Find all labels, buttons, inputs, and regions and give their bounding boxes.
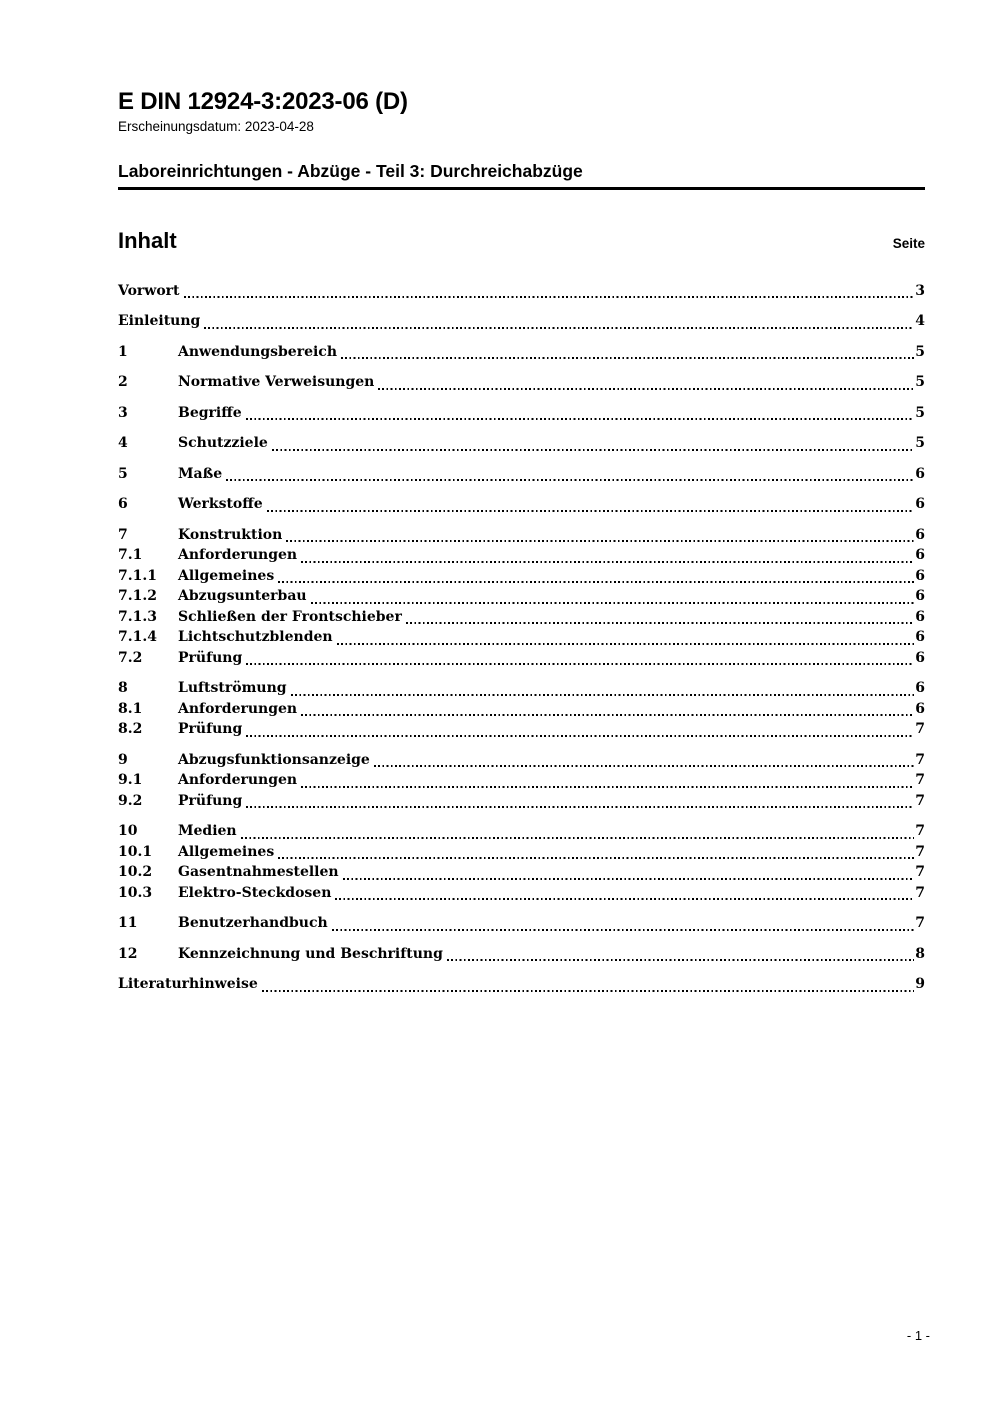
toc-leader-dots	[278, 857, 914, 859]
toc-entry-label: Vorwort	[118, 282, 180, 299]
toc-entry-number: 5	[118, 465, 128, 482]
toc-entry	[118, 433, 925, 454]
toc-entry-label: Abzugsunterbau	[178, 588, 307, 605]
toc-entry	[118, 311, 925, 332]
toc-leader-dots	[332, 929, 915, 931]
toc-entry-label: Kennzeichnung und Beschriftung	[178, 945, 443, 962]
toc-entry-label: Maße	[178, 465, 223, 482]
toc-list	[118, 281, 925, 995]
toc-entry-label: Konstruktion	[178, 526, 283, 543]
toc-entry	[118, 862, 925, 883]
toc-entry-number: 9.2	[118, 792, 143, 809]
toc-leader-dots	[447, 959, 914, 961]
toc-entry-page-number: 7	[915, 843, 925, 860]
toc-entry-label: Anforderungen	[178, 700, 298, 717]
toc-header	[118, 228, 925, 254]
toc-entry-label: Normative Verweisungen	[178, 374, 375, 391]
toc-leader-dots	[246, 735, 914, 737]
toc-entry	[118, 281, 925, 302]
toc-entry-page-number: 7	[915, 772, 925, 789]
toc-entry-page-number: 6	[915, 588, 925, 605]
toc-entry-number: 10	[118, 823, 138, 840]
toc-leader-dots	[262, 990, 915, 992]
toc-leader-dots	[267, 510, 915, 512]
toc-entry-label: Lichtschutzblenden	[178, 629, 333, 646]
toc-entry-number: 10.2	[118, 864, 153, 881]
toc-entry-page-number: 6	[915, 680, 925, 697]
toc-entry-page-number: 7	[915, 864, 925, 881]
toc-leader-dots	[241, 837, 915, 839]
toc-entry-page-number: 9	[915, 976, 925, 993]
toc-entry-page-number: 6	[915, 526, 925, 543]
toc-entry-page-number: 6	[915, 496, 925, 513]
toc-entry	[118, 974, 925, 995]
toc-leader-dots	[246, 663, 914, 665]
toc-entry	[118, 607, 925, 628]
toc-leader-dots	[246, 418, 915, 420]
toc-entry-label: Benutzerhandbuch	[178, 915, 328, 932]
toc-leader-dots	[301, 714, 914, 716]
toc-entry-label: Luftströmung	[178, 680, 287, 697]
toc-entry	[118, 494, 925, 515]
toc-entry-label: Schließen der Frontschieber	[178, 608, 402, 625]
toc-entry	[118, 372, 925, 393]
toc-entry-number: 7.1.2	[118, 588, 157, 605]
toc-entry	[118, 842, 925, 863]
toc-entry	[118, 525, 925, 546]
toc-entry-page-number: 5	[915, 343, 925, 360]
toc-entry	[118, 648, 925, 669]
toc-leader-dots	[246, 806, 914, 808]
toc-entry-page-number: 5	[915, 404, 925, 421]
toc-entry-page-number: 5	[915, 374, 925, 391]
toc-leader-dots	[204, 327, 914, 329]
toc-entry-label: Abzugsfunktionsanzeige	[178, 751, 370, 768]
toc-leader-dots	[337, 643, 915, 645]
toc-entry-page-number: 7	[915, 751, 925, 768]
toc-entry-number: 8	[118, 680, 128, 697]
toc-entry-label: Prüfung	[178, 649, 243, 666]
toc-leader-dots	[406, 622, 914, 624]
publication-date-line: Erscheinungsdatum: 2023-04-28	[118, 118, 314, 134]
toc-entry-page-number: 4	[915, 313, 925, 330]
toc-leader-dots	[343, 878, 915, 880]
toc-entry-label: Elektro-Steckdosen	[178, 884, 332, 901]
toc-entry-number: 7.1.3	[118, 608, 157, 625]
toc-entry	[118, 791, 925, 812]
toc-entry-page-number: 6	[915, 649, 925, 666]
toc-entry-label: Begriffe	[178, 404, 242, 421]
toc-entry-page-number: 3	[915, 282, 925, 299]
toc-entry-page-number: 8	[915, 945, 925, 962]
toc-entry-number: 7.2	[118, 649, 143, 666]
toc-entry-label: Schutzziele	[178, 435, 268, 452]
toc-heading: Inhalt	[118, 227, 177, 253]
toc-entry	[118, 770, 925, 791]
toc-entry-label: Allgemeines	[178, 567, 275, 584]
toc-leader-dots	[226, 479, 914, 481]
toc-entry-page-number: 7	[915, 915, 925, 932]
toc-entry-number: 10.1	[118, 843, 153, 860]
toc-entry-page-number: 6	[915, 608, 925, 625]
toc-entry-page-number: 6	[915, 567, 925, 584]
toc-entry-number: 1	[118, 343, 128, 360]
toc-entry-label: Allgemeines	[178, 843, 275, 860]
toc-leader-dots	[311, 602, 915, 604]
toc-entry	[118, 719, 925, 740]
toc-entry-number: 8.2	[118, 721, 143, 738]
toc-entry-label: Prüfung	[178, 721, 243, 738]
toc-entry	[118, 403, 925, 424]
toc-leader-dots	[184, 296, 915, 298]
toc-entry-page-number: 6	[915, 700, 925, 717]
toc-entry-page-number: 7	[915, 823, 925, 840]
toc-entry-page-number: 6	[915, 465, 925, 482]
page-content	[118, 0, 925, 995]
page-column-label: Seite	[892, 235, 925, 251]
toc-entry-number: 4	[118, 435, 128, 452]
toc-entry	[118, 750, 925, 771]
toc-leader-dots	[341, 357, 914, 359]
toc-entry-number: 6	[118, 496, 128, 513]
toc-entry-number: 10.3	[118, 884, 153, 901]
toc-entry-number: 12	[118, 945, 138, 962]
toc-entry	[118, 821, 925, 842]
toc-entry-label: Einleitung	[118, 313, 201, 330]
toc-leader-dots	[286, 540, 914, 542]
toc-entry-page-number: 6	[915, 629, 925, 646]
toc-entry-page-number: 5	[915, 435, 925, 452]
toc-entry-number: 3	[118, 404, 128, 421]
document-title: Laboreinrichtungen - Abzüge - Teil 3: Durchreichabzüge	[118, 161, 925, 190]
toc-entry	[118, 944, 925, 965]
toc-entry-number: 7.1.1	[118, 567, 157, 584]
toc-entry-number: 7	[118, 526, 128, 543]
toc-entry-number: 9.1	[118, 772, 143, 789]
toc-entry	[118, 627, 925, 648]
toc-leader-dots	[301, 786, 914, 788]
toc-entry-label: Medien	[178, 823, 237, 840]
toc-entry-label: Gasentnahmestellen	[178, 864, 339, 881]
standard-code-title: E DIN 12924-3:2023-06 (D)	[118, 88, 408, 115]
toc-entry-page-number: 7	[915, 792, 925, 809]
toc-entry-number: 9	[118, 751, 128, 768]
toc-entry-label: Anwendungsbereich	[178, 343, 337, 360]
toc-leader-dots	[278, 581, 914, 583]
toc-entry	[118, 699, 925, 720]
toc-entry	[118, 586, 925, 607]
toc-leader-dots	[374, 765, 914, 767]
toc-entry-label: Literaturhinweise	[118, 976, 258, 993]
toc-entry-number: 11	[118, 915, 138, 932]
footer-page-number: - 1 -	[906, 1328, 930, 1343]
toc-entry	[118, 342, 925, 363]
toc-entry	[118, 913, 925, 934]
toc-leader-dots	[272, 449, 914, 451]
toc-entry	[118, 883, 925, 904]
toc-entry-page-number: 7	[915, 884, 925, 901]
toc-entry-label: Prüfung	[178, 792, 243, 809]
toc-entry-page-number: 6	[915, 547, 925, 564]
toc-entry-page-number: 7	[915, 721, 925, 738]
toc-entry	[118, 545, 925, 566]
toc-leader-dots	[335, 898, 914, 900]
toc-leader-dots	[291, 694, 915, 696]
toc-entry-label: Werkstoffe	[178, 496, 263, 513]
toc-entry	[118, 566, 925, 587]
toc-entry-label: Anforderungen	[178, 547, 298, 564]
toc-entry-number: 7.1	[118, 547, 143, 564]
toc-entry-number: 8.1	[118, 700, 143, 717]
toc-entry	[118, 464, 925, 485]
toc-entry-label: Anforderungen	[178, 772, 298, 789]
toc-leader-dots	[378, 388, 914, 390]
toc-entry-number: 7.1.4	[118, 629, 157, 646]
toc-leader-dots	[301, 561, 914, 563]
toc-entry	[118, 678, 925, 699]
toc-entry-number: 2	[118, 374, 128, 391]
